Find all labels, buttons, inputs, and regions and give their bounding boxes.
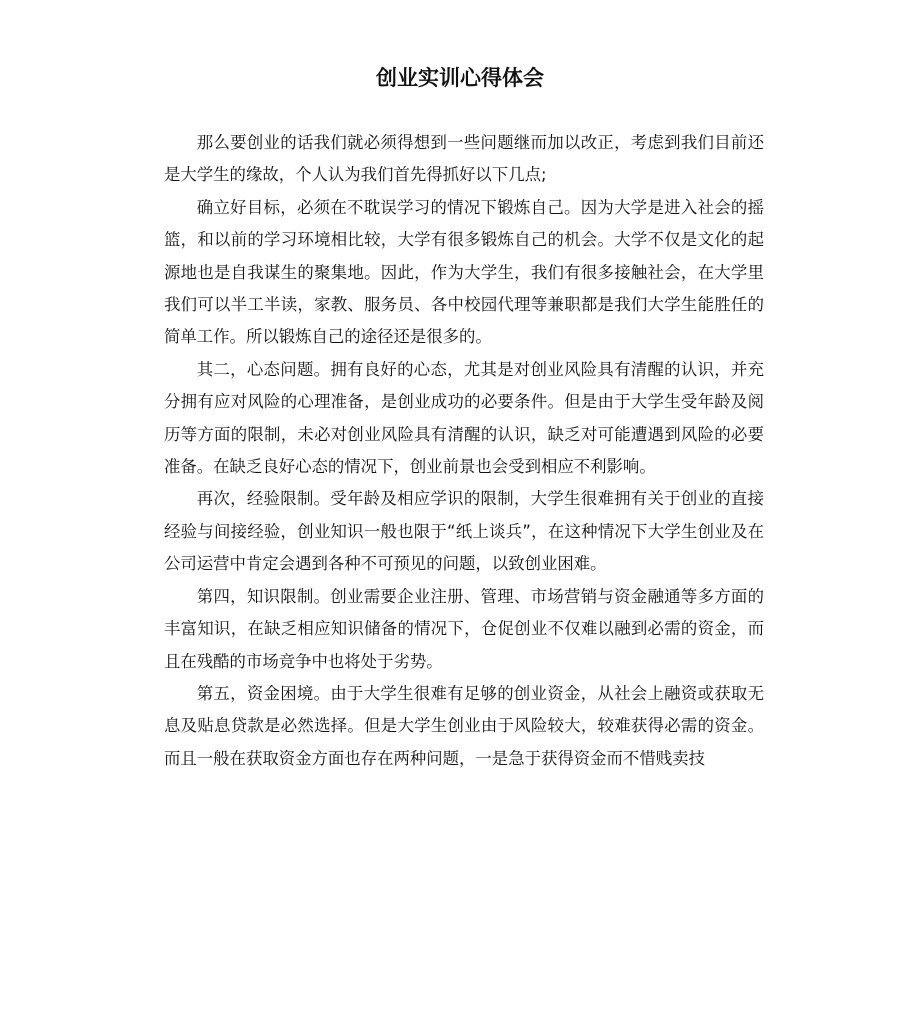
paragraph-funding: 第五，资金困境。由于大学生很难有足够的创业资金，从社会上融资或获取无息及贴息贷款是必然选择。但是大学生创业由于风险较大，较难获得必需的资金。而且一般在获取资金方面也存在两种问题，一是急于获得资金而不惜贱卖技 [164, 683, 764, 768]
paragraph-intro: 那么要创业的话我们就必须得想到一些问题继而加以改正，考虑到我们目前还是大学生的缘故，个人认为我们首先得抓好以下几点; [164, 133, 764, 185]
paragraph-mindset: 其二，心态问题。拥有良好的心态，尤其是对创业风险具有清醒的认识，并充分拥有应对风险的心理准备，是创业成功的必要条件。但是由于大学生受年龄及阅历等方面的限制，未必对创业风险具有清醒的认识，缺乏对可能遭遇到风险的必要准备。在缺乏良好心态的情况下，创业前景也会受到相应不利影响。 [164, 359, 764, 477]
document-title: 创业实训心得体会 [376, 66, 544, 90]
paragraph-experience: 再次，经验限制。受年龄及相应学识的限制，大学生很难拥有关于创业的直接经验与间接经验，创业知识一般也限于“纸上谈兵”，在这种情况下大学生创业及在公司运营中肯定会遇到各种不可预见的问题，以致创业困难。 [164, 489, 764, 574]
paragraph-goal: 确立好目标，必须在不耽误学习的情况下锻炼自己。因为大学是进入社会的摇篮，和以前的学习环境相比较，大学有很多锻炼自己的机会。大学不仅是文化的起源地也是自我谋生的聚集地。因此，作为大学生，我们有很多接触社会，在大学里我们可以半工半读，家教、服务员、各中校园代理等兼职都是我们大学生能胜任的简单工作。所以锻炼自己的途径还是很多的。 [164, 197, 764, 347]
paragraph-knowledge: 第四，知识限制。创业需要企业注册、管理、市场营销与资金融通等多方面的丰富知识，在缺乏相应知识储备的情况下，仓促创业不仅难以融到必需的资金，而且在残酷的市场竞争中也将处于劣势。 [164, 586, 764, 671]
document-body [164, 127, 764, 775]
